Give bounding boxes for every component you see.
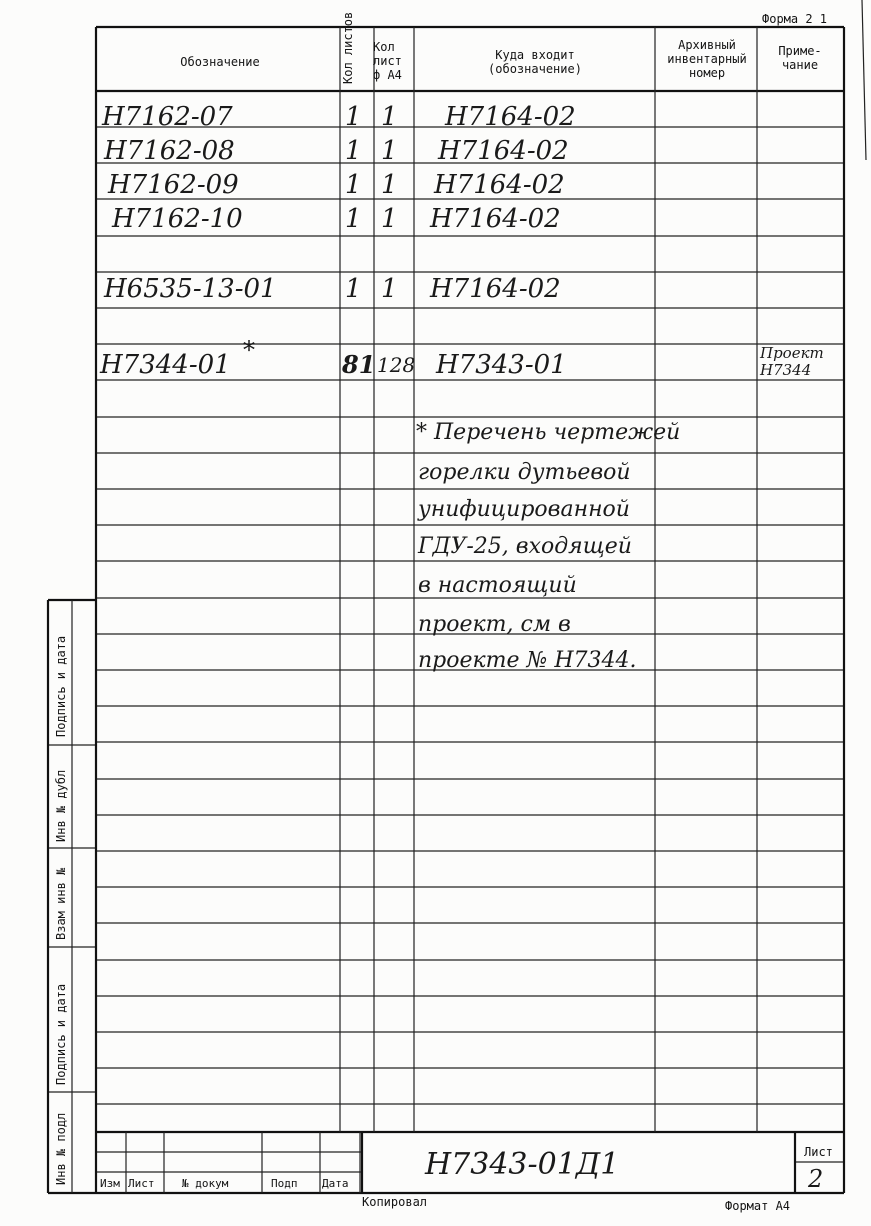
row-2-where: Н7164-02 xyxy=(438,136,569,166)
row-1-designation: Н7162-07 xyxy=(102,102,233,132)
header-kol-listov: Кол листов xyxy=(341,11,355,84)
row-3-where: Н7164-02 xyxy=(434,170,565,200)
tb-col-list: Лист xyxy=(128,1177,155,1190)
row-2-designation: Н7162-08 xyxy=(104,136,235,166)
row-5-where: Н7164-02 xyxy=(430,274,561,304)
row-6-where: Н7343-01 xyxy=(436,350,567,380)
tb-col-date: Дата xyxy=(322,1177,349,1190)
footer-format: Формат А4 xyxy=(725,1199,791,1213)
footnote-line-7: проекте № Н7344. xyxy=(418,648,637,673)
header-archive-line2: инвентарный xyxy=(667,52,747,66)
header-note-line1: Приме- xyxy=(778,44,822,58)
row-5-designation: Н6535-13-01 xyxy=(104,274,277,304)
row-4-sheets-a4: 1 xyxy=(381,204,398,234)
stamp-signature-date-1: Подпись и дата xyxy=(54,635,68,737)
row-4-where: Н7164-02 xyxy=(430,204,561,234)
stamp-inv-podl: Инв № подл xyxy=(54,1112,68,1185)
footnote-line-5: в настоящий xyxy=(418,573,577,598)
header-kol-list-a4-line2: лист xyxy=(373,54,402,68)
scan-edge xyxy=(862,0,866,160)
tb-col-izm: Изм xyxy=(100,1177,120,1190)
row-1-sheets: 1 xyxy=(345,102,362,132)
document-code: Н7343-01Д1 xyxy=(425,1147,620,1182)
row-3-sheets-a4: 1 xyxy=(381,170,398,200)
footnote-line-6: проект, см в xyxy=(418,612,571,637)
row-5-sheets-a4: 1 xyxy=(381,274,398,304)
row-6-note: Проект Н7344 xyxy=(760,344,824,379)
row-6-sheets: 81 xyxy=(342,350,376,379)
row-2-sheets-a4: 1 xyxy=(381,136,398,166)
sheet-label: Лист xyxy=(804,1145,833,1159)
row-6-designation: Н7344-01 xyxy=(100,350,231,380)
header-kol-list-a4-line1: Кол xyxy=(373,40,395,54)
tb-col-doc: № докум xyxy=(182,1177,229,1190)
row-2-sheets: 1 xyxy=(345,136,362,166)
header-where-used-line1: Куда входит xyxy=(495,48,575,62)
footnote-line-2: горелки дутьевой xyxy=(418,460,631,485)
footnote-line-1: * Перечень чертежей xyxy=(416,420,681,445)
tb-col-podp: Подп xyxy=(271,1177,298,1190)
stamp-vzam-inv: Взам инв № xyxy=(54,867,68,940)
row-4-designation: Н7162-10 xyxy=(112,204,243,234)
footnote-line-3: унифицированной xyxy=(418,497,630,522)
form-label: Форма 2 1 xyxy=(762,12,828,26)
row-6-asterisk: * xyxy=(243,336,255,364)
row-1-where: Н7164-02 xyxy=(445,102,576,132)
header-designation: Обозначение xyxy=(180,55,260,69)
row-6-sheets-a4: 128 xyxy=(377,353,416,377)
header-note xyxy=(760,44,840,72)
header-where-used xyxy=(430,48,640,76)
footer-copied: Копировал xyxy=(362,1195,428,1209)
stamp-inv-dubl: Инв № дубл xyxy=(54,769,68,842)
header-where-used-line2: (обозначение) xyxy=(488,62,582,76)
row-5-sheets: 1 xyxy=(345,274,362,304)
header-kol-list-a4-line3: ф А4 xyxy=(373,68,402,82)
row-3-sheets: 1 xyxy=(345,170,362,200)
header-note-line2: чание xyxy=(781,58,819,72)
footnote-line-4: ГДУ-25, входящей xyxy=(418,534,632,559)
sheet-number: 2 xyxy=(808,1165,824,1193)
header-archive-line3: номер xyxy=(688,66,726,80)
header-kol-list-a4 xyxy=(373,40,413,82)
row-3-designation: Н7162-09 xyxy=(108,170,239,200)
row-4-sheets: 1 xyxy=(345,204,362,234)
stamp-signature-date-2: Подпись и дата xyxy=(54,983,68,1085)
header-archive-line1: Архивный xyxy=(678,38,736,52)
row-1-sheets-a4: 1 xyxy=(381,102,398,132)
header-archive xyxy=(655,38,759,80)
